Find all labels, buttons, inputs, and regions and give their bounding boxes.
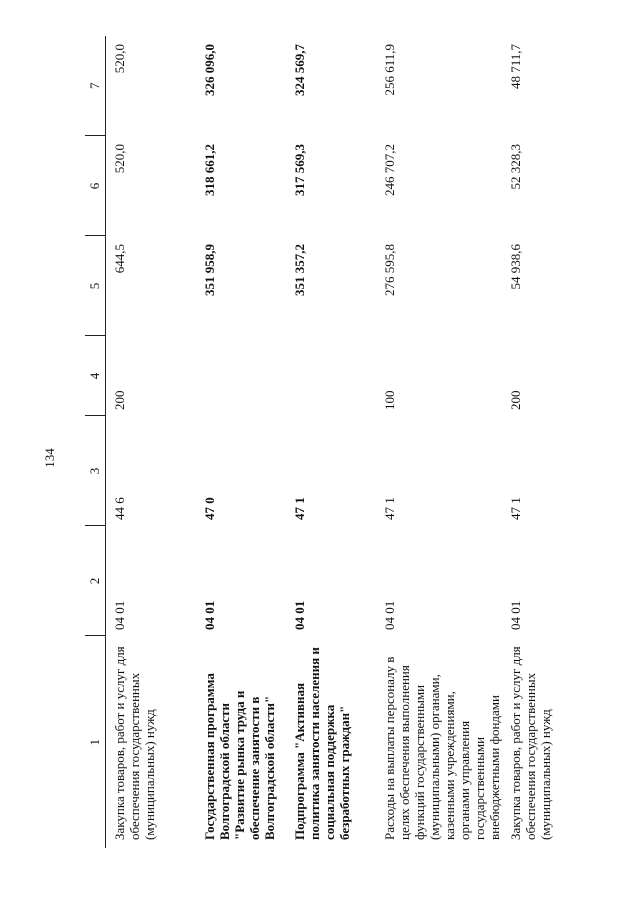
header-row: [85, 36, 106, 848]
table-row: [502, 36, 592, 848]
row-section-code: 04 01: [507, 600, 523, 630]
row-amount-6: 317 569,3: [291, 144, 307, 196]
row-name: Подпрограмма "Активная политика занятости населения и социальная поддержка безработных граждан": [291, 647, 352, 840]
row-amount-6: 520,0: [112, 144, 127, 174]
col-header-4: 4: [85, 336, 106, 416]
row-name: Закупка товаров, работ и услуг для обеспечения государственных (муниципальных) нужд: [507, 646, 553, 840]
row-section-code: 04 01: [201, 600, 217, 630]
row-section-code: 04 01: [291, 600, 307, 630]
col-header-2: 2: [85, 526, 106, 636]
row-program-code: 47 1: [381, 497, 397, 520]
col-header-7: 7: [85, 36, 106, 136]
row-expense-type: 200: [507, 390, 523, 410]
row-amount-7: 324 569,7: [291, 44, 307, 96]
row-expense-type: 200: [112, 390, 127, 410]
col-header-1: 1: [85, 636, 106, 848]
row-name: Расходы на выплаты персоналу в целях обеспечения выполнения функций государственными (муниципальными) органами, казенными учреждениями, органами управления государственными внебюджетными фондами: [381, 656, 502, 840]
page-number: 134: [42, 448, 57, 468]
table-row: [376, 36, 502, 848]
row-amount-5: 644,5: [112, 244, 127, 274]
budget-table-rotated: [85, 36, 605, 848]
row-amount-5: 351 958,9: [201, 244, 217, 296]
table-row: [106, 36, 196, 848]
col-header-5: 5: [85, 236, 106, 336]
row-expense-type: [286, 336, 376, 416]
row-program-code: 44 6: [112, 497, 127, 520]
row-amount-7: 48 711,7: [507, 44, 523, 90]
row-amount-5: 351 357,2: [291, 244, 307, 296]
row-amount-7: 520,0: [112, 44, 127, 74]
col-header-3: 3: [85, 416, 106, 526]
row-amount-5: 276 595,8: [381, 244, 397, 296]
row-section-code: 04 01: [381, 600, 397, 630]
row-name: Государственная программа Волгоградской области "Развитие рынка труда и обеспечение занятости в Волгоградской области": [201, 673, 277, 840]
row-amount-7: 256 611,9: [381, 44, 397, 96]
row-amount-6: 318 661,2: [201, 144, 217, 196]
table-row: [196, 36, 286, 848]
row-amount-5: 54 938,6: [507, 244, 523, 290]
col-header-6: 6: [85, 136, 106, 236]
row-expense-type: [196, 336, 286, 416]
row-section-code: 04 01: [112, 600, 127, 630]
budget-table: [85, 36, 592, 848]
table-row: [286, 36, 376, 848]
row-program-code: 47 0: [201, 497, 217, 520]
row-program-code: 47 1: [507, 497, 523, 520]
row-amount-6: 246 707,2: [381, 144, 397, 196]
row-amount-7: 326 096,0: [201, 44, 217, 96]
row-amount-6: 52 328,3: [507, 144, 523, 190]
row-program-code: 47 1: [291, 497, 307, 520]
row-expense-type: 100: [381, 390, 397, 410]
row-name: Закупка товаров, работ и услуг для обеспечения государственных (муниципальных) нужд: [112, 646, 157, 840]
